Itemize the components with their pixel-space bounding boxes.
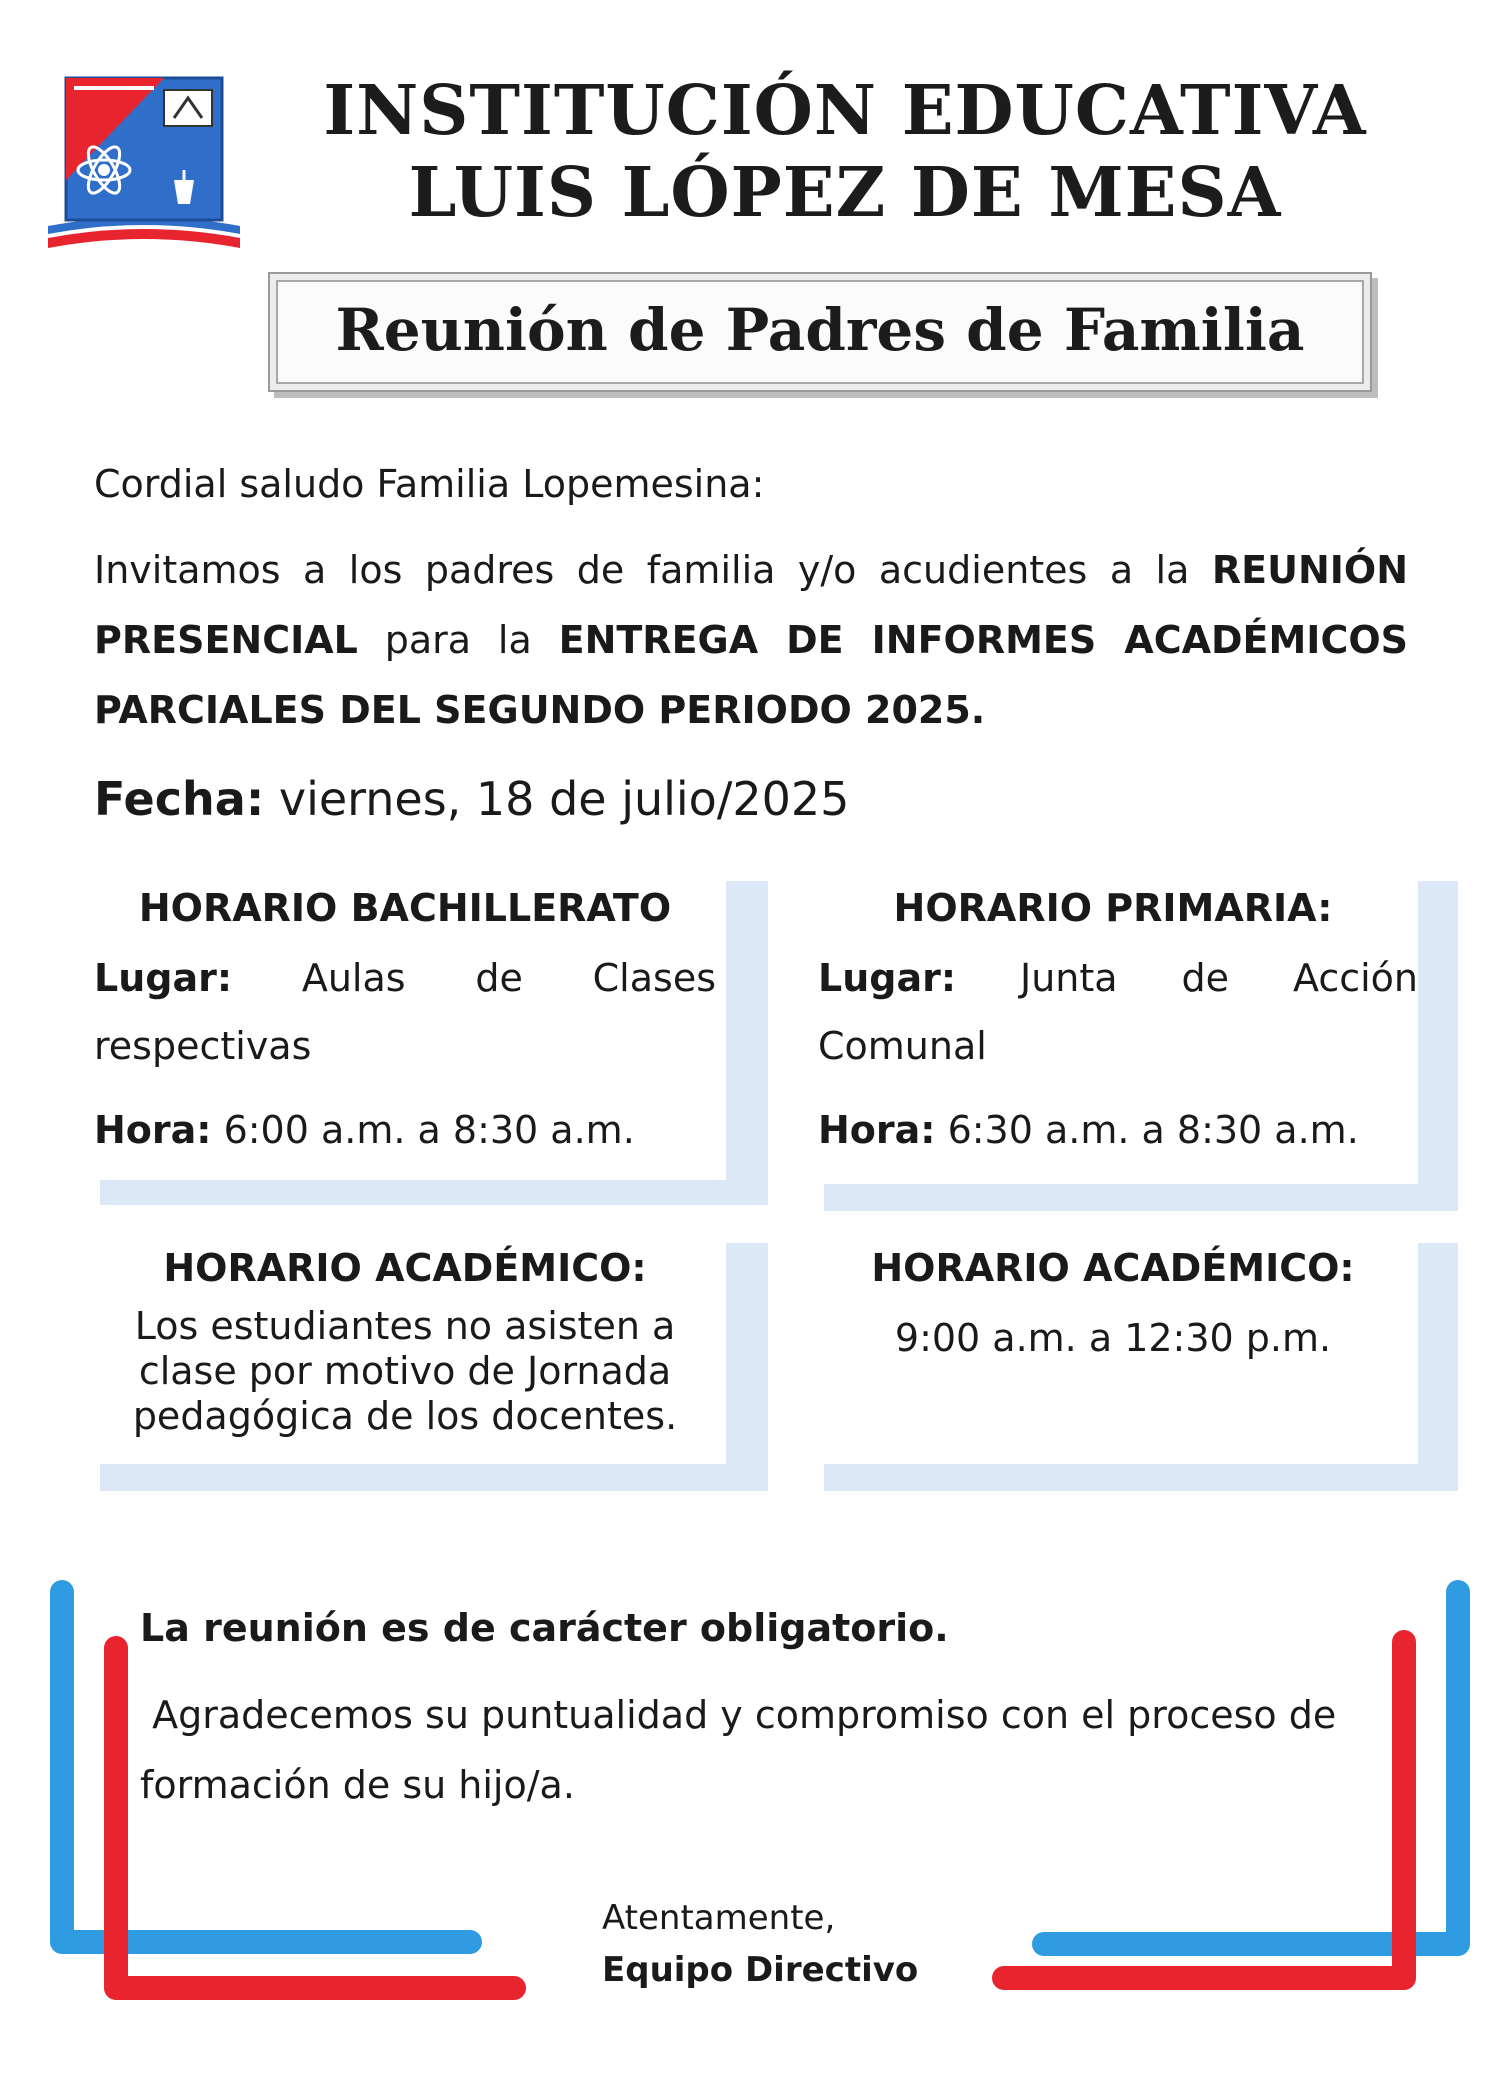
- box-academico-right-text: 9:00 a.m. a 12:30 p.m.: [894, 1316, 1332, 1360]
- box-bachillerato-hora: [94, 1096, 716, 1164]
- meeting-date: [94, 772, 849, 826]
- box-bachillerato: [84, 870, 726, 1180]
- hora-label: Hora:: [818, 1108, 936, 1152]
- box-academico-left-title: HORARIO ACADÉMICO:: [163, 1246, 647, 1290]
- lugar-label: Lugar:: [818, 956, 957, 1000]
- institution-name-line2: LUIS LÓPEZ DE MESA: [408, 153, 1282, 233]
- intro-text-1: Invitamos a los padres de familia y/o acudientes a la: [94, 548, 1212, 592]
- intro-text-2: para la: [357, 618, 559, 662]
- date-label: Fecha:: [94, 772, 265, 826]
- intro-bold-1: REUNIÓN PRESENCIAL: [94, 548, 1408, 662]
- box-primaria: [808, 870, 1418, 1184]
- closing-salutation: Atentamente,: [602, 1898, 836, 1938]
- lugar-value: Aulas de Clases respectivas: [94, 956, 716, 1068]
- date-value: viernes, 18 de julio/2025: [264, 772, 850, 826]
- box-bachillerato-title: HORARIO BACHILLERATO: [138, 886, 672, 930]
- school-crest-icon: [44, 70, 244, 260]
- meeting-banner: [268, 272, 1372, 392]
- hora-value: 6:00 a.m. a 8:30 a.m.: [211, 1108, 635, 1152]
- box-bachillerato-lugar: [94, 944, 716, 1080]
- box-academico-right: [808, 1232, 1418, 1464]
- signature-block: [602, 1892, 918, 1996]
- box-academico-left: [84, 1232, 726, 1464]
- greeting: Cordial saludo Familia Lopemesina:: [94, 462, 765, 506]
- banner-title: Reunión de Padres de Familia: [335, 296, 1305, 364]
- box-primaria-lugar: [818, 944, 1418, 1080]
- lugar-label: Lugar:: [94, 956, 233, 1000]
- intro-bold-2: ENTREGA DE INFORMES ACADÉMICOS PARCIALES DEL SEGUNDO PERIODO 2025.: [94, 618, 1408, 732]
- box-primaria-title: HORARIO PRIMARIA:: [893, 886, 1333, 930]
- box-academico-right-title: HORARIO ACADÉMICO:: [871, 1246, 1355, 1290]
- thanks-paragraph: [140, 1680, 1380, 1820]
- school-logo: [44, 70, 244, 260]
- intro-paragraph: [94, 535, 1408, 745]
- institution-name-line1: INSTITUCIÓN EDUCATIVA: [323, 71, 1367, 151]
- mandatory-notice: La reunión es de carácter obligatorio.: [140, 1606, 949, 1650]
- institution-name: [270, 70, 1420, 234]
- box-primaria-hora: [818, 1096, 1418, 1164]
- hora-label: Hora:: [94, 1108, 212, 1152]
- box-academico-left-text: Los estudiantes no asisten a clase por motivo de Jornada pedagógica de los docentes.: [132, 1304, 678, 1438]
- signature-name: Equipo Directivo: [602, 1950, 919, 1990]
- lugar-value: Junta de Acción Comunal: [818, 956, 1418, 1068]
- thanks-text: Agradecemos su puntualidad y compromiso con el proceso de formación de su hijo/a.: [140, 1693, 1337, 1807]
- hora-value: 6:30 a.m. a 8:30 a.m.: [935, 1108, 1359, 1152]
